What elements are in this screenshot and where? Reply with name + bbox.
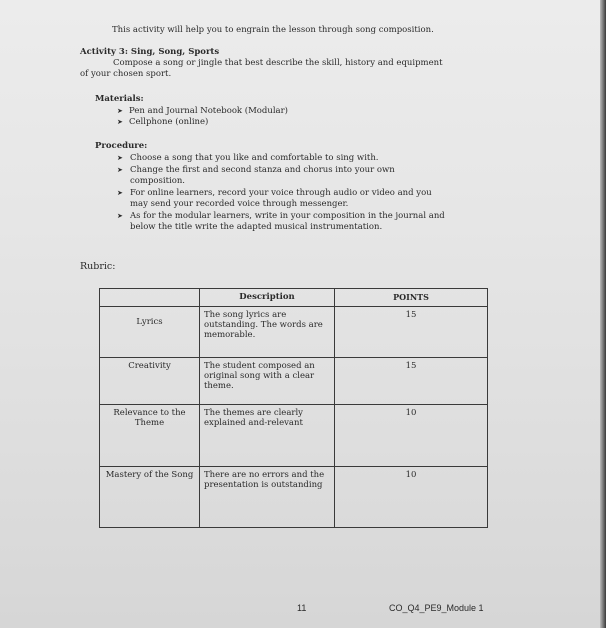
table-row xyxy=(100,466,488,527)
bullet-arrow-icon: ➤ xyxy=(117,166,123,174)
procedure-heading: Procedure: xyxy=(95,141,148,151)
description-cell: There are no errors and the presentation is outstanding xyxy=(200,466,335,527)
intro-text: This activity will help you to engrain the lesson through song composition. xyxy=(112,25,434,35)
rubric-heading: Rubric: xyxy=(80,261,116,272)
module-code: CO_Q4_PE9_Module 1 xyxy=(389,603,484,613)
description-cell: The song lyrics are outstanding. The words are memorable. xyxy=(200,307,335,358)
materials-item: Pen and Journal Notebook (Modular) xyxy=(129,106,289,116)
procedure-line: composition. xyxy=(130,176,186,186)
bullet-arrow-icon: ➤ xyxy=(117,107,123,115)
table-row xyxy=(100,405,488,466)
bullet-arrow-icon: ➤ xyxy=(117,154,123,162)
criterion-cell: Lyrics xyxy=(100,307,200,358)
criterion-cell: Relevance to the Theme xyxy=(100,405,200,466)
header-description: Description xyxy=(200,289,335,307)
header-cell xyxy=(100,289,200,307)
table-header-row xyxy=(100,289,488,307)
header-points: POINTS xyxy=(335,289,488,307)
table-row xyxy=(100,307,488,358)
bullet-arrow-icon: ➤ xyxy=(117,212,123,220)
procedure-line: Choose a song that you like and comfortable to sing with. xyxy=(130,153,379,163)
page-edge-shadow xyxy=(600,0,606,628)
points-cell: 10 xyxy=(335,405,488,466)
materials-heading: Materials: xyxy=(95,94,144,104)
points-cell: 10 xyxy=(335,466,488,527)
activity-title: Activity 3: Sing, Song, Sports xyxy=(80,47,220,57)
activity-instruction-line-1: Compose a song or jingle that best describe the skill, history and equipment xyxy=(113,58,443,68)
table-row xyxy=(100,358,488,405)
procedure-line: As for the modular learners, write in your composition in the journal and xyxy=(130,211,445,221)
points-cell: 15 xyxy=(335,358,488,405)
procedure-line: below the title write the adapted musical instrumentation. xyxy=(130,222,383,232)
activity-instruction-line-2: of your chosen sport. xyxy=(80,69,172,79)
bullet-arrow-icon: ➤ xyxy=(117,189,123,197)
procedure-line: may send your recorded voice through messenger. xyxy=(130,199,349,209)
rubric-table xyxy=(99,288,488,528)
criterion-cell: Mastery of the Song xyxy=(100,466,200,527)
procedure-line: Change the first and second stanza and chorus into your own xyxy=(130,165,395,175)
bullet-arrow-icon: ➤ xyxy=(117,118,123,126)
description-cell: The student composed an original song with a clear theme. xyxy=(200,358,335,405)
description-cell: The themes are clearly explained and-relevant xyxy=(200,405,335,466)
points-cell: 15 xyxy=(335,307,488,358)
criterion-cell: Creativity xyxy=(100,358,200,405)
materials-item: Cellphone (online) xyxy=(129,117,209,127)
page-number: 11 xyxy=(297,603,307,613)
procedure-line: For online learners, record your voice through audio or video and you xyxy=(130,188,432,198)
